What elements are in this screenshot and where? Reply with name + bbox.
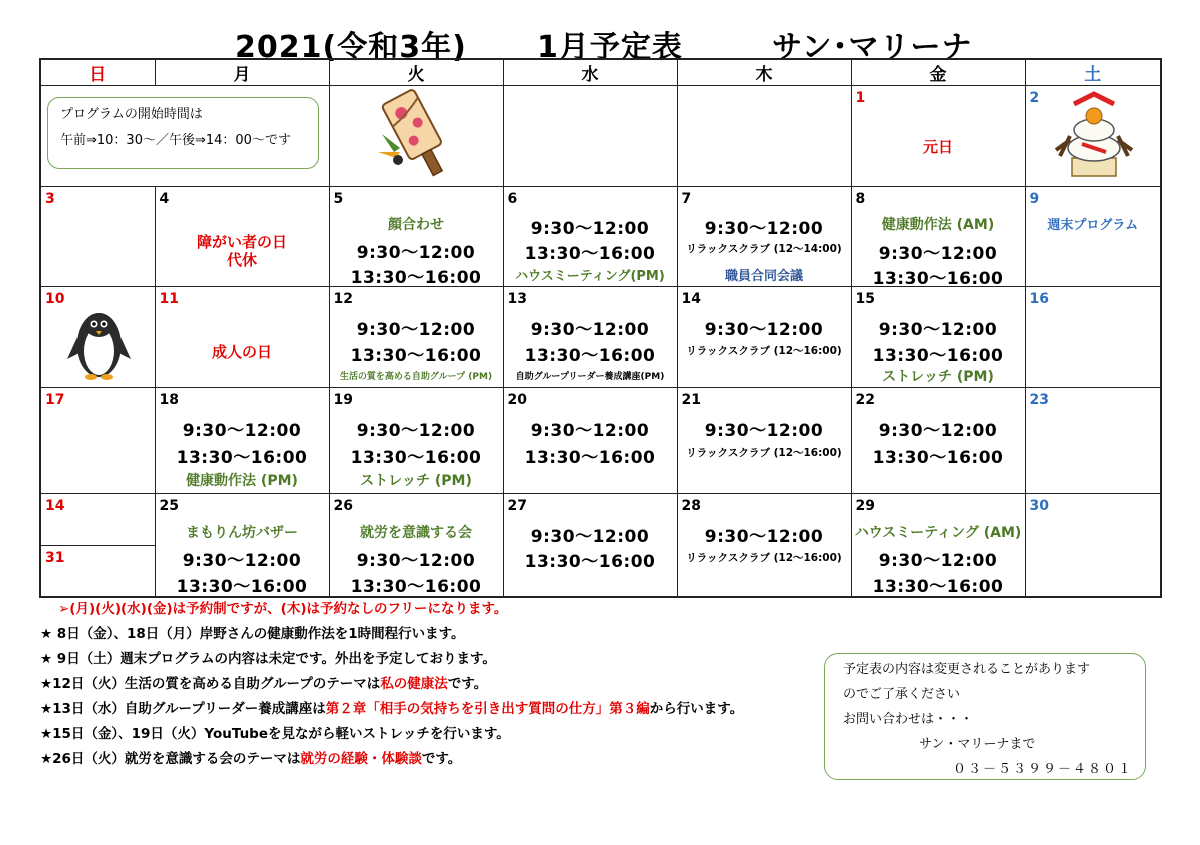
note-line-2: 午前⇒10：30～／午後⇒14：00～です [60,133,291,148]
day-number: 2 [1029,90,1040,106]
day-cell-8 [851,187,1025,287]
day-cell-27 [503,494,677,597]
day-number: 17 [45,392,65,408]
pm-time: 13:30～16:00 [350,448,482,468]
am-time: 9:30～12:00 [530,421,650,441]
day-number: 31 [45,550,65,566]
pm-time: 13:30～16:00 [524,448,656,468]
note-highlight: 第２章「相手の気持ちを引き出す質問の仕方」第３編 [325,701,650,717]
event-label: 自助グループリーダー養成講座(PM) [515,372,665,382]
hagoita-icon [330,86,504,182]
day-cell-5 [329,187,503,287]
day-number: 16 [1029,291,1049,307]
day-number: 12 [333,291,353,307]
pm-time: 13:30～16:00 [176,448,308,468]
pm-time: 13:30～16:00 [350,577,482,597]
day-number: 26 [333,498,353,514]
day-number: 11 [159,291,179,307]
day-cell-20 [503,388,677,494]
day-cell-2 [1025,86,1161,187]
note-text: ★26日（火）就労を意識する会のテーマは [40,751,301,767]
weekday-tue: 火 [329,59,503,86]
note-text: から行います。 [649,701,744,717]
day-cell-11 [155,287,329,388]
day-cell-3 [40,187,155,287]
cell-divider [41,545,155,546]
reservation-note: ➢(月)(火)(水)(金)は予約制ですが、(木)は予約なしのフリーになります。 [58,601,508,617]
week-row [40,494,1161,597]
day-cell-24-31 [40,494,155,597]
contact-line-2: のでご了承ください [843,687,961,702]
empty-cell [503,86,677,187]
pm-time: 13:30～16:00 [872,577,1004,597]
footer-note-5: ★15日（金）、19日（火）YouTubeを見ながら軽いストレッチを行います。 [40,726,510,742]
club-label: リラックスクラブ (12～16:00) [686,345,842,357]
event-label: 職員合同会議 [724,269,803,284]
day-number: 27 [507,498,527,514]
title-organization: サン･マリーナ [772,30,973,65]
contact-line-4: サン・マリーナまで [919,737,1036,752]
note-text: ★12日（火）生活の質を高める自助グループのテーマは [40,676,381,692]
day-cell-10 [40,287,155,388]
am-time: 9:30～12:00 [704,320,824,340]
day-cell-29 [851,494,1025,597]
am-time: 9:30～12:00 [878,421,998,441]
am-time: 9:30～12:00 [878,244,998,264]
page-title [0,22,1200,65]
footer-note-6 [40,747,461,767]
note-highlight: 就労の経験・体験談 [300,751,422,767]
day-number: 21 [681,392,701,408]
event-label: ハウスミーティング (AM) [854,525,1022,541]
day-cell-22 [851,388,1025,494]
day-number: 23 [1029,392,1049,408]
day-number: 20 [507,392,527,408]
am-time: 9:30～12:00 [182,421,302,441]
weekday-wed: 水 [503,59,677,86]
pm-time: 13:30～16:00 [350,268,482,287]
event-label: 週末プログラム [1047,218,1139,233]
day-cell-7 [677,187,851,287]
day-cell-16 [1025,287,1161,388]
am-time: 9:30～12:00 [878,320,998,340]
day-cell-28 [677,494,851,597]
day-cell-9 [1025,187,1161,287]
day-number: 28 [681,498,701,514]
note-text: です。 [447,676,488,692]
week-row [40,388,1161,494]
am-time: 9:30～12:00 [878,551,998,571]
footer-note-2: ★ 9日（土）週末プログラムの内容は未定です。外出を予定しております。 [40,651,496,667]
contact-line-1: 予定表の内容は変更されることがあります [843,662,1091,677]
day-cell-12 [329,287,503,388]
am-time: 9:30～12:00 [530,320,650,340]
day-cell-13 [503,287,677,388]
day-number: 1 [855,90,866,106]
day-cell-14 [677,287,851,388]
holiday-label: 障がい者の日 [196,233,287,251]
pm-time: 13:30～16:00 [350,346,482,366]
day-cell-17 [40,388,155,494]
am-time: 9:30～12:00 [530,219,650,239]
day-number: 8 [855,191,866,207]
day-cell-30 [1025,494,1161,597]
am-time: 9:30～12:00 [182,551,302,571]
title-year: 2021(令和3年) [235,30,467,65]
penguin-icon [41,287,155,386]
pm-time: 13:30～16:00 [524,244,656,264]
footer-note-1: ★ 8日（金）、18日（月）岸野さんの健康動作法を1時間程行います。 [40,626,465,642]
contact-box [824,653,1146,780]
day-number: 29 [855,498,875,514]
day-cell-21 [677,388,851,494]
pm-time: 13:30～16:00 [524,346,656,366]
day-cell-15 [851,287,1025,388]
day-number: 4 [159,191,170,207]
day-number: 30 [1029,498,1049,514]
footer-note-3 [40,672,487,692]
am-time: 9:30～12:00 [530,527,650,547]
event-label: ハウスミーティング(PM) [515,269,665,284]
note-text: ★13日（水）自助グループリーダー養成講座は [40,701,326,717]
title-month: 1月予定表 [537,30,683,65]
club-label: リラックスクラブ (12～14:00) [686,243,842,255]
day-number: 7 [681,191,692,207]
event-label: 顔合わせ [388,217,444,233]
weekday-sat: 土 [1025,59,1161,86]
holiday-sub-label: 代休 [226,251,257,269]
event-label: まもりん坊バザー [186,525,298,541]
note-line-1: プログラムの開始時間は [60,107,203,122]
note-text: です。 [421,751,462,767]
week-row [40,187,1161,287]
program-start-note [47,97,319,169]
day-number: 14 [45,498,65,514]
day-number: 13 [507,291,527,307]
am-time: 9:30～12:00 [356,551,476,571]
day-cell-4 [155,187,329,287]
day-number: 15 [855,291,875,307]
club-label: リラックスクラブ (12～16:00) [686,447,842,459]
week-row [40,287,1161,388]
note-highlight: 私の健康法 [380,676,448,692]
day-cell-1 [851,86,1025,187]
day-cell-26 [329,494,503,597]
weekday-fri: 金 [851,59,1025,86]
weekday-mon: 月 [155,59,329,86]
day-cell-23 [1025,388,1161,494]
day-number: 9 [1029,191,1040,207]
day-number: 10 [45,291,65,307]
day-cell-25 [155,494,329,597]
weekday-thu: 木 [677,59,851,86]
pm-time: 13:30～16:00 [872,346,1004,366]
day-number: 14 [681,291,701,307]
holiday-label: 元日 [922,138,953,156]
day-number: 18 [159,392,179,408]
hagoita-cell [329,86,503,187]
pm-time: 13:30～16:00 [872,269,1004,287]
contact-line-3: お問い合わせは・・・ [843,712,974,727]
event-label: ストレッチ (PM) [882,369,994,385]
event-label: 生活の質を高める自助グループ (PM) [339,372,493,382]
pm-time: 13:30～16:00 [872,448,1004,468]
club-label: リラックスクラブ (12～16:00) [686,552,842,564]
day-number: 3 [45,191,55,207]
day-cell-19 [329,388,503,494]
day-number: 25 [159,498,179,514]
event-label: 就労を意識する会 [360,525,472,541]
am-time: 9:30～12:00 [704,219,824,239]
pm-time: 13:30～16:00 [176,577,308,597]
day-cell-6 [503,187,677,287]
event-label: 健康動作法 (PM) [186,473,298,489]
empty-cell [677,86,851,187]
am-time: 9:30～12:00 [704,421,824,441]
am-time: 9:30～12:00 [356,421,476,441]
day-number: 6 [507,191,518,207]
am-time: 9:30～12:00 [704,527,824,547]
weekday-sun: 日 [40,59,155,86]
footer-note-4 [40,697,743,717]
event-label: ストレッチ (PM) [360,473,472,489]
holiday-label: 成人の日 [211,343,272,361]
kagami-mochi-icon [1026,86,1162,182]
am-time: 9:30～12:00 [356,320,476,340]
weekday-header-row [40,59,1161,86]
day-cell-18 [155,388,329,494]
day-number: 19 [333,392,353,408]
day-number: 5 [333,191,344,207]
event-label: 健康動作法 (AM) [881,217,995,233]
pm-time: 13:30～16:00 [524,552,656,572]
contact-phone: ０３－５３９９－４８０１ [953,762,1134,777]
day-number: 22 [855,392,875,408]
am-time: 9:30～12:00 [356,243,476,263]
